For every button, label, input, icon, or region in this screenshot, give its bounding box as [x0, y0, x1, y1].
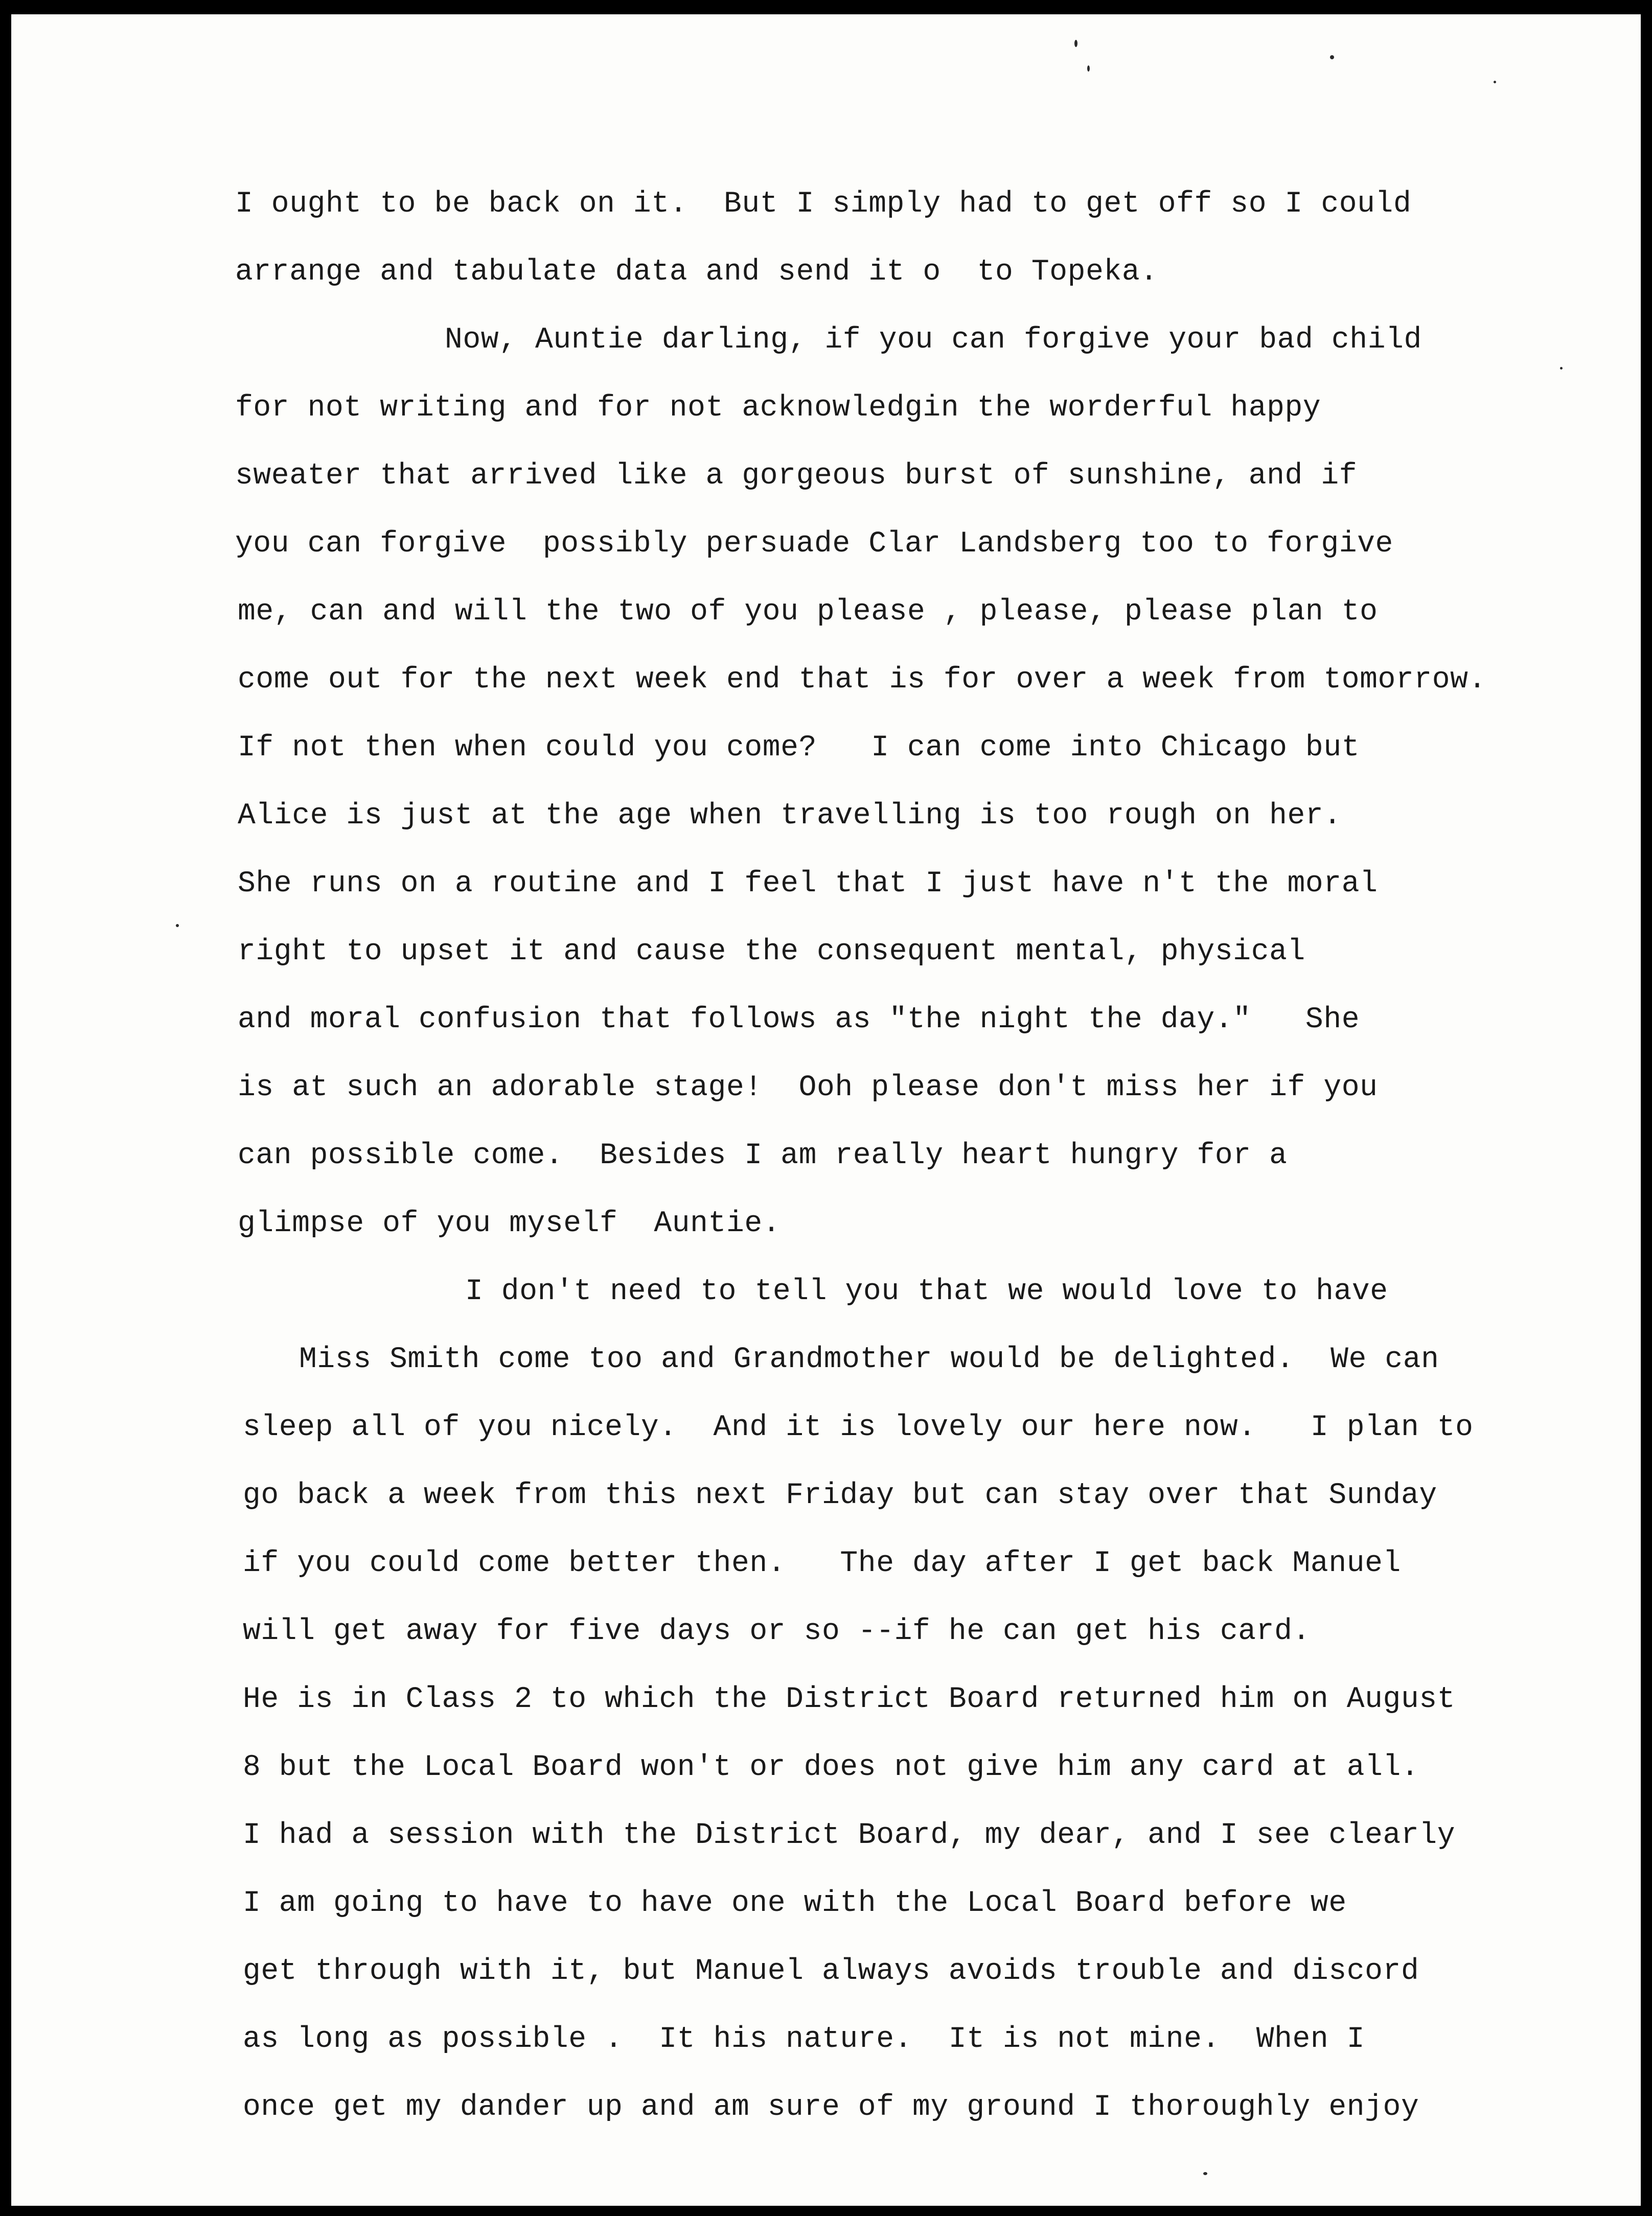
letter-line: if you could come better then. The day after I get back Manuel — [243, 1547, 1401, 1580]
letter-line: for not writing and for not acknowledgin the worderful happy — [235, 391, 1321, 425]
letter-line: He is in Class 2 to which the District Board returned him on August — [243, 1683, 1456, 1716]
letter-line: sleep all of you nicely. And it is lovely our here now. I plan to — [243, 1411, 1474, 1444]
letter-line: sweater that arrived like a gorgeous burst of sunshine, and if — [235, 459, 1358, 493]
letter-line: arrange and tabulate data and send it o to Topeka. — [235, 256, 1158, 289]
scan-speck — [1087, 65, 1090, 72]
letter-line: Alice is just at the age when travelling is too rough on her. — [238, 799, 1342, 833]
letter-page — [11, 14, 1641, 2206]
letter-line: I had a session with the District Board, my dear, and I see clearly — [243, 1819, 1456, 1852]
letter-line: Now, Auntie darling, if you can forgive your bad child — [445, 324, 1422, 357]
scan-speck — [1494, 81, 1496, 83]
scan-speck — [1330, 55, 1334, 59]
letter-line: I don't need to tell you that we would love to have — [465, 1275, 1388, 1308]
letter-line: once get my dander up and am sure of my ground I thoroughly enjoy — [243, 2091, 1419, 2124]
letter-line: is at such an adorable stage! Ooh please don't miss her if you — [238, 1071, 1378, 1104]
letter-line: If not then when could you come? I can come into Chicago but — [238, 731, 1360, 765]
letter-line: I am going to have to have one with the Local Board before we — [243, 1887, 1347, 1920]
scan-speck — [1560, 367, 1563, 370]
scan-speck — [176, 924, 179, 927]
letter-line: glimpse of you myself Auntie. — [238, 1207, 781, 1240]
letter-line: I ought to be back on it. But I simply had to get off so I could — [235, 188, 1412, 221]
letter-line: 8 but the Local Board won't or does not give him any card at all. — [243, 1751, 1419, 1784]
letter-line: go back a week from this next Friday but can stay over that Sunday — [243, 1479, 1437, 1512]
letter-line: will get away for five days or so --if he can get his card. — [243, 1615, 1311, 1648]
letter-line: get through with it, but Manuel always avoids trouble and discord — [243, 1955, 1419, 1988]
letter-line: She runs on a routine and I feel that I just have n't the moral — [238, 867, 1378, 901]
letter-line: me, can and will the two of you please , please, please plan to — [238, 595, 1378, 629]
scan-speck — [1203, 2172, 1207, 2175]
scan-speck — [1074, 40, 1077, 47]
letter-line: and moral confusion that follows as "the night the day." She — [238, 1003, 1360, 1036]
letter-line: can possible come. Besides I am really heart hungry for a — [238, 1139, 1288, 1172]
letter-line: Miss Smith come too and Grandmother would be delighted. We can — [299, 1343, 1439, 1376]
letter-line: as long as possible . It his nature. It is not mine. When I — [243, 2023, 1365, 2056]
letter-line: come out for the next week end that is for over a week from tomorrow. — [238, 663, 1486, 697]
letter-line: right to upset it and cause the consequent mental, physical — [238, 935, 1305, 968]
letter-line: you can forgive possibly persuade Clar Landsberg too to forgive — [235, 527, 1393, 561]
